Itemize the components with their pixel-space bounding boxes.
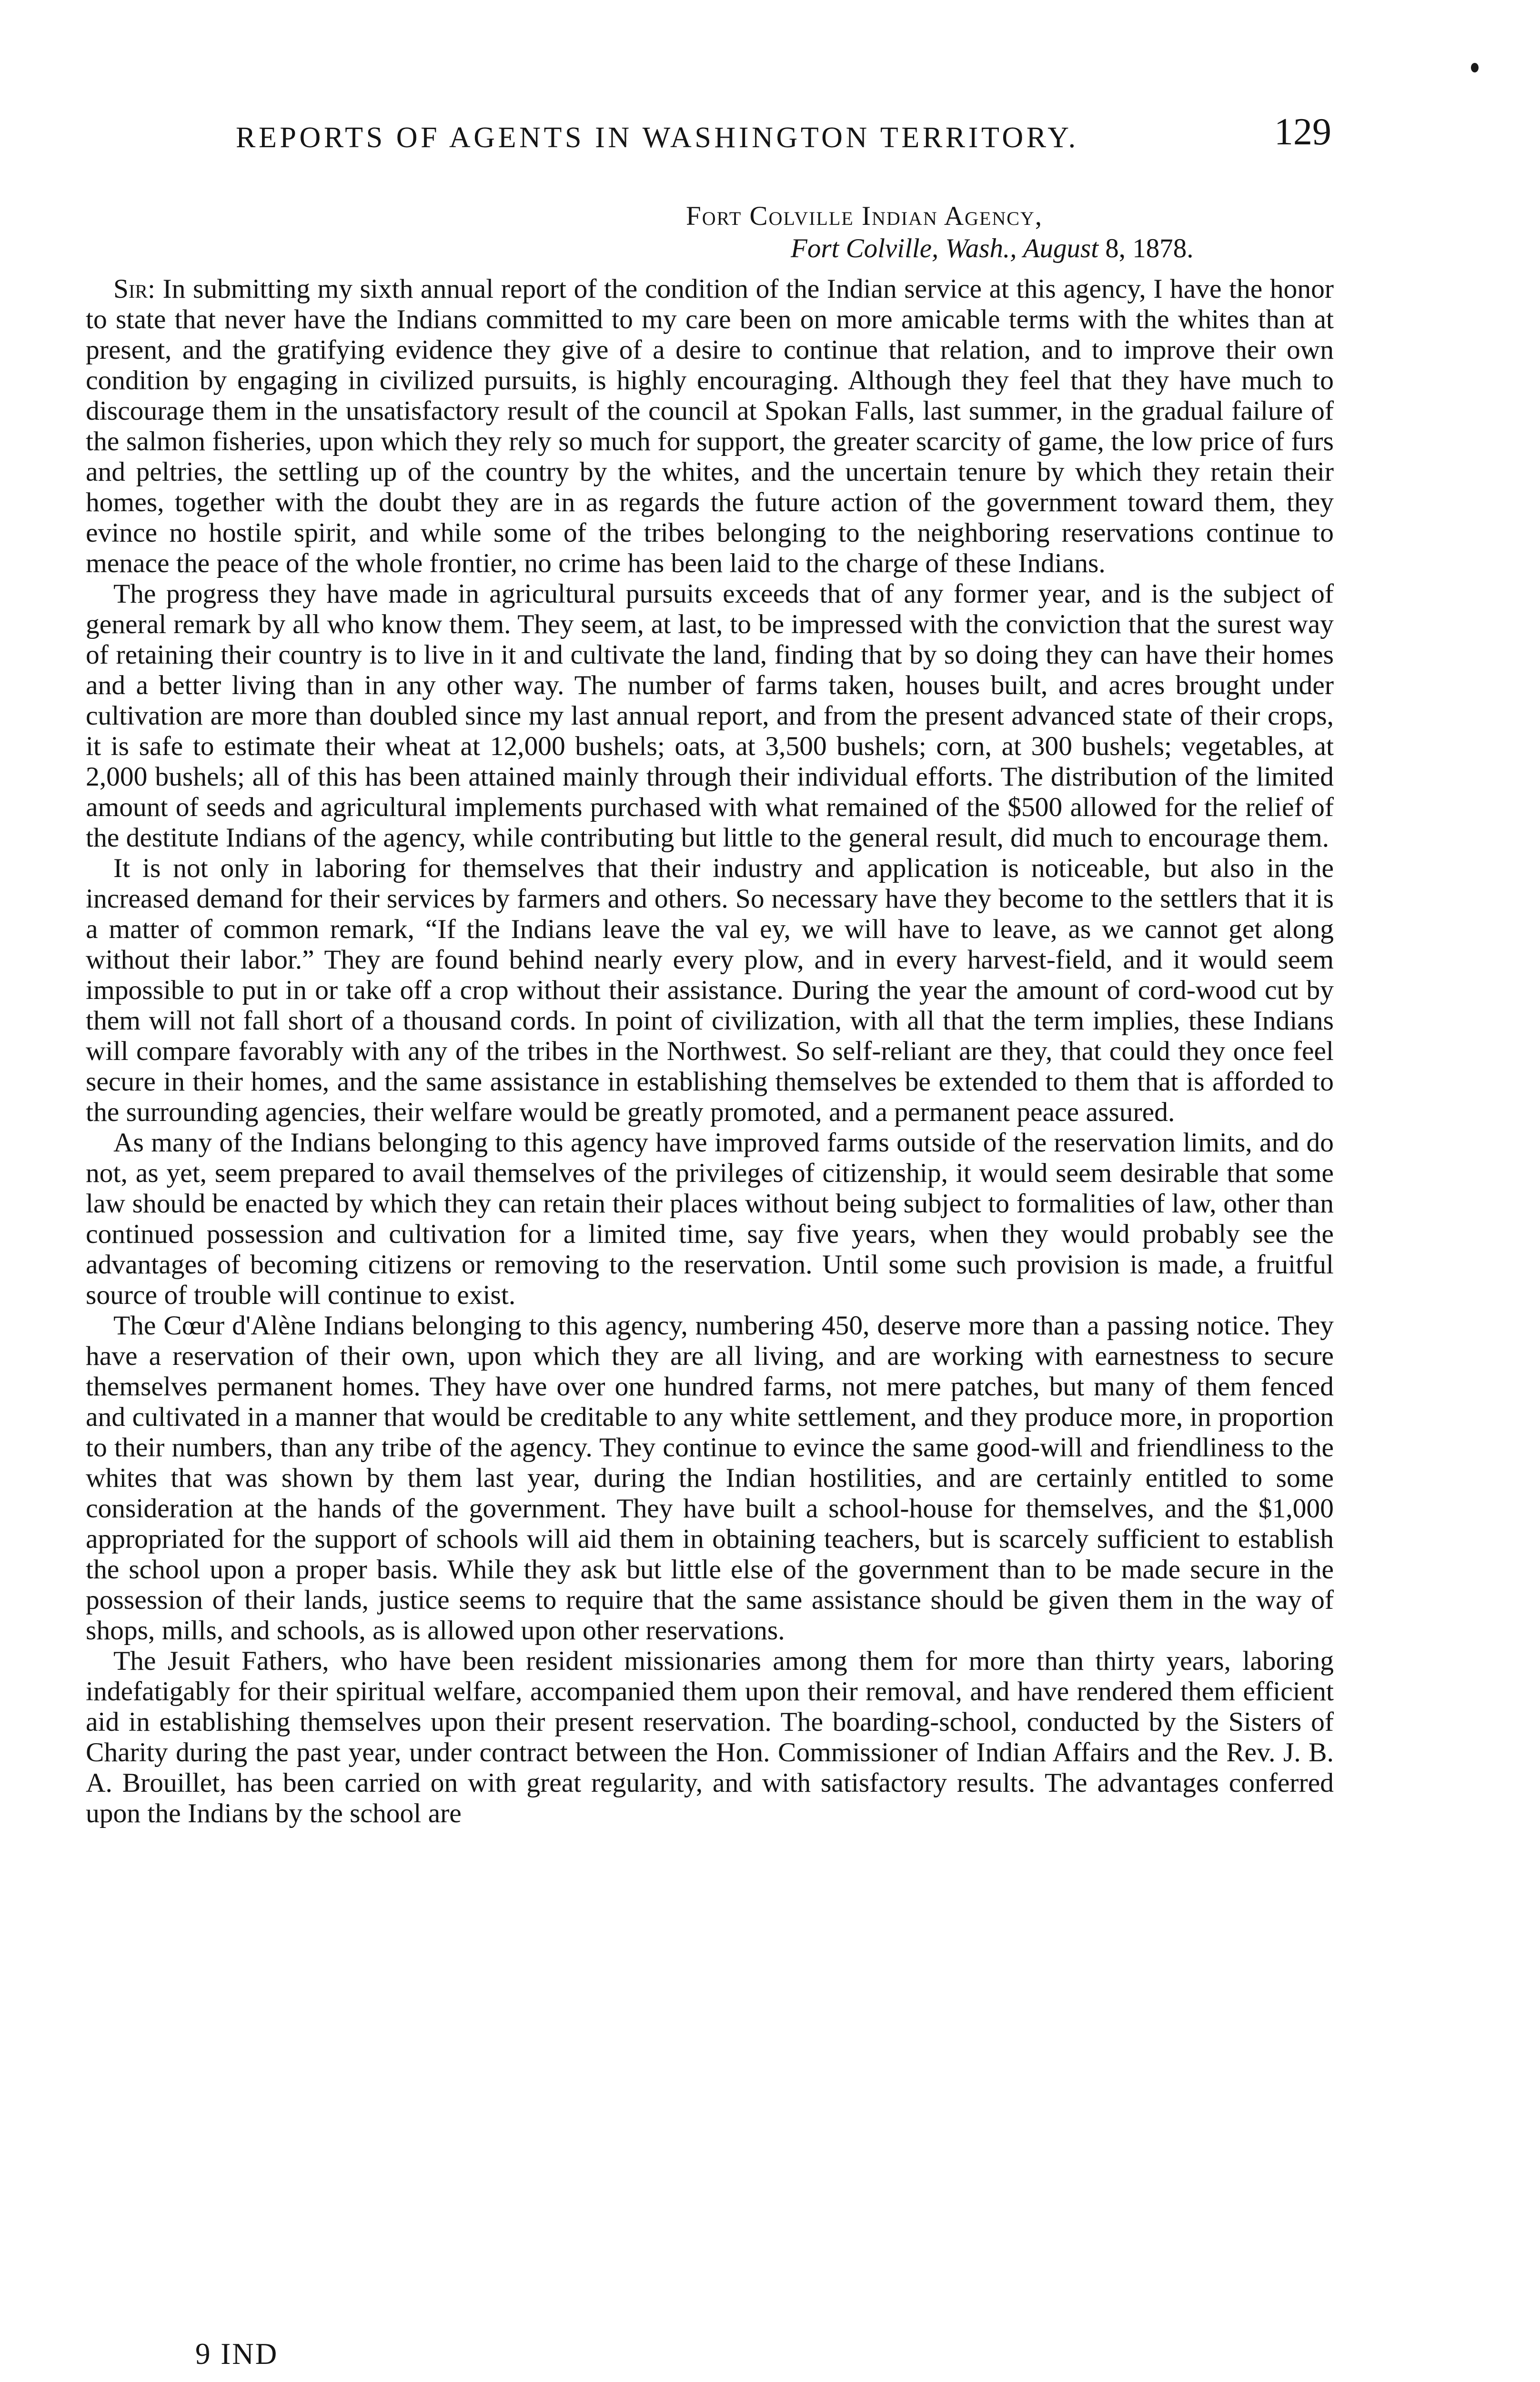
page-number: 129: [1274, 111, 1331, 153]
paragraph: It is not only in laboring for themselves that their industry and application is noticeable, but also in the increased demand for their services by farmers and others. So necessary have they become to the settlers that it is a matter of common remark, “If the Indians leave the val ey, we will have to leave, as we cannot get along without their labor.” They are found behind nearly every plow, and in every harvest-field, and it would seem impossible to put in or take off a crop without their assistance. During the year the amount of cord-wood cut by them will not fall short of a thousand cords. In point of civilization, with all that the term implies, these Indians will compare favorably with any of the tribes in the Northwest. So self-reliant are they, that could they once feel secure in their homes, and the same assistance in establishing themselves be extended to them that is afforded to the surrounding agencies, their welfare would be greatly promoted, and a permanent peace assured.: [86, 853, 1334, 1127]
paragraph: The Cœur d'Alène Indians belonging to this agency, numbering 450, deserve more than a passing notice. They have a reservation of their own, upon which they are all living, and are working with earnestness to secure themselves permanent homes. They have over one hundred farms, not mere patches, but many of them fenced and cultivated in a manner that would be creditable to any white settlement, and they produce more, in proportion to their numbers, than any tribe of the agency. They continue to evince the same good-will and friendliness to the whites that was shown by them last year, during the Indian hostilities, and are certainly entitled to some consideration at the hands of the government. They have built a school-house for themselves, and the $1,000 appropriated for the support of schools will aid them in obtaining teachers, but is scarcely sufficient to establish the school upon a proper basis. While they ask but little else of the government than to be made secure in the possession of their lands, justice seems to require that the same assistance should be given them in the way of shops, mills, and schools, as is allowed upon other reservations.: [86, 1311, 1334, 1645]
ink-speck: [1471, 63, 1479, 72]
running-head: [236, 111, 1331, 163]
paragraph: The progress they have made in agricultural pursuits exceeds that of any former year, and is the subject of general remark by all who know them. They seem, at last, to be impressed with the conviction that the surest way of retaining their country is to live in it and cultivate the land, finding that by so doing they can have their homes and a better living than in any other way. The number of farms taken, houses built, and acres brought under cultivation are more than doubled since my last annual report, and from the present advanced state of their crops, it is safe to estimate their wheat at 12,000 bushels; oats, at 3,500 bushels; corn, at 300 bushels; vegetables, at 2,000 bushels; all of this has been attained mainly through their individual efforts. The distribution of the limited amount of seeds and agricultural implements purchased with what remained of the $500 allowed for the relief of the destitute Indians of the agency, while contributing but little to the general result, did much to encourage them.: [86, 579, 1334, 853]
date-text: 8, 1878.: [1098, 233, 1194, 263]
paragraph: [86, 274, 1334, 579]
paragraph: As many of the Indians belonging to this agency have improved farms outside of the reservation limits, and do not, as yet, seem prepared to avail themselves of the privileges of citizenship, it would seem desirable that some law should be enacted by which they can retain their places without being subject to formalities of law, other than continued possession and cultivation for a limited time, say five years, when they would probably see the advantages of becoming citizens or removing to the reservation. Until some such provision is made, a fruitful source of trouble will continue to exist.: [86, 1128, 1334, 1310]
place-and-date: [791, 232, 1353, 265]
salutation: Sir:: [113, 274, 155, 304]
letter-body: [86, 274, 1334, 1829]
letter-dateline: [686, 200, 1353, 265]
paragraph-text: In submitting my sixth annual report of the condition of the Indian service at this agency, I have the honor to state that never have the Indians committed to my care been on more amicable terms with the whites than at present, and the gratifying evidence they give of a desire to continue that relation, and to improve their own condition by engaging in civilized pursuits, is highly encouraging. Although they feel that they have much to discourage them in the unsatisfactory result of the council at Spokan Falls, last summer, in the gradual failure of the salmon fisheries, upon which they rely so much for support, the greater scarcity of game, the low price of furs and peltries, the settling up of the country by the whites, and the uncertain tenure by which they retain their homes, together with the doubt they are in as regards the future action of the government toward them, they evince no hostile spirit, and while some of the tribes belonging to the neighboring reservations continue to menace the peace of the whole frontier, no crime has been laid to the charge of these Indians.: [86, 274, 1334, 578]
agency-name-text: Fort Colville Indian Agency,: [686, 201, 1043, 231]
agency-name: [686, 200, 1353, 232]
paragraph: The Jesuit Fathers, who have been resident missionaries among them for more than thirty years, laboring indefatigably for their spiritual welfare, accompanied them upon their removal, and have rendered them efficient aid in establishing themselves upon their present reservation. The boarding-school, conducted by the Sisters of Charity during the past year, under contract between the Hon. Commissioner of Indian Affairs and the Rev. J. B. A. Brouillet, has been carried on with great regularity, and with satisfactory results. The advantages conferred upon the Indians by the school are: [86, 1646, 1334, 1828]
running-title: REPORTS OF AGENTS IN WASHINGTON TERRITORY.: [236, 121, 1079, 154]
place-text: Fort Colville, Wash., August: [791, 233, 1099, 263]
signature-mark: 9 IND: [195, 2337, 279, 2371]
